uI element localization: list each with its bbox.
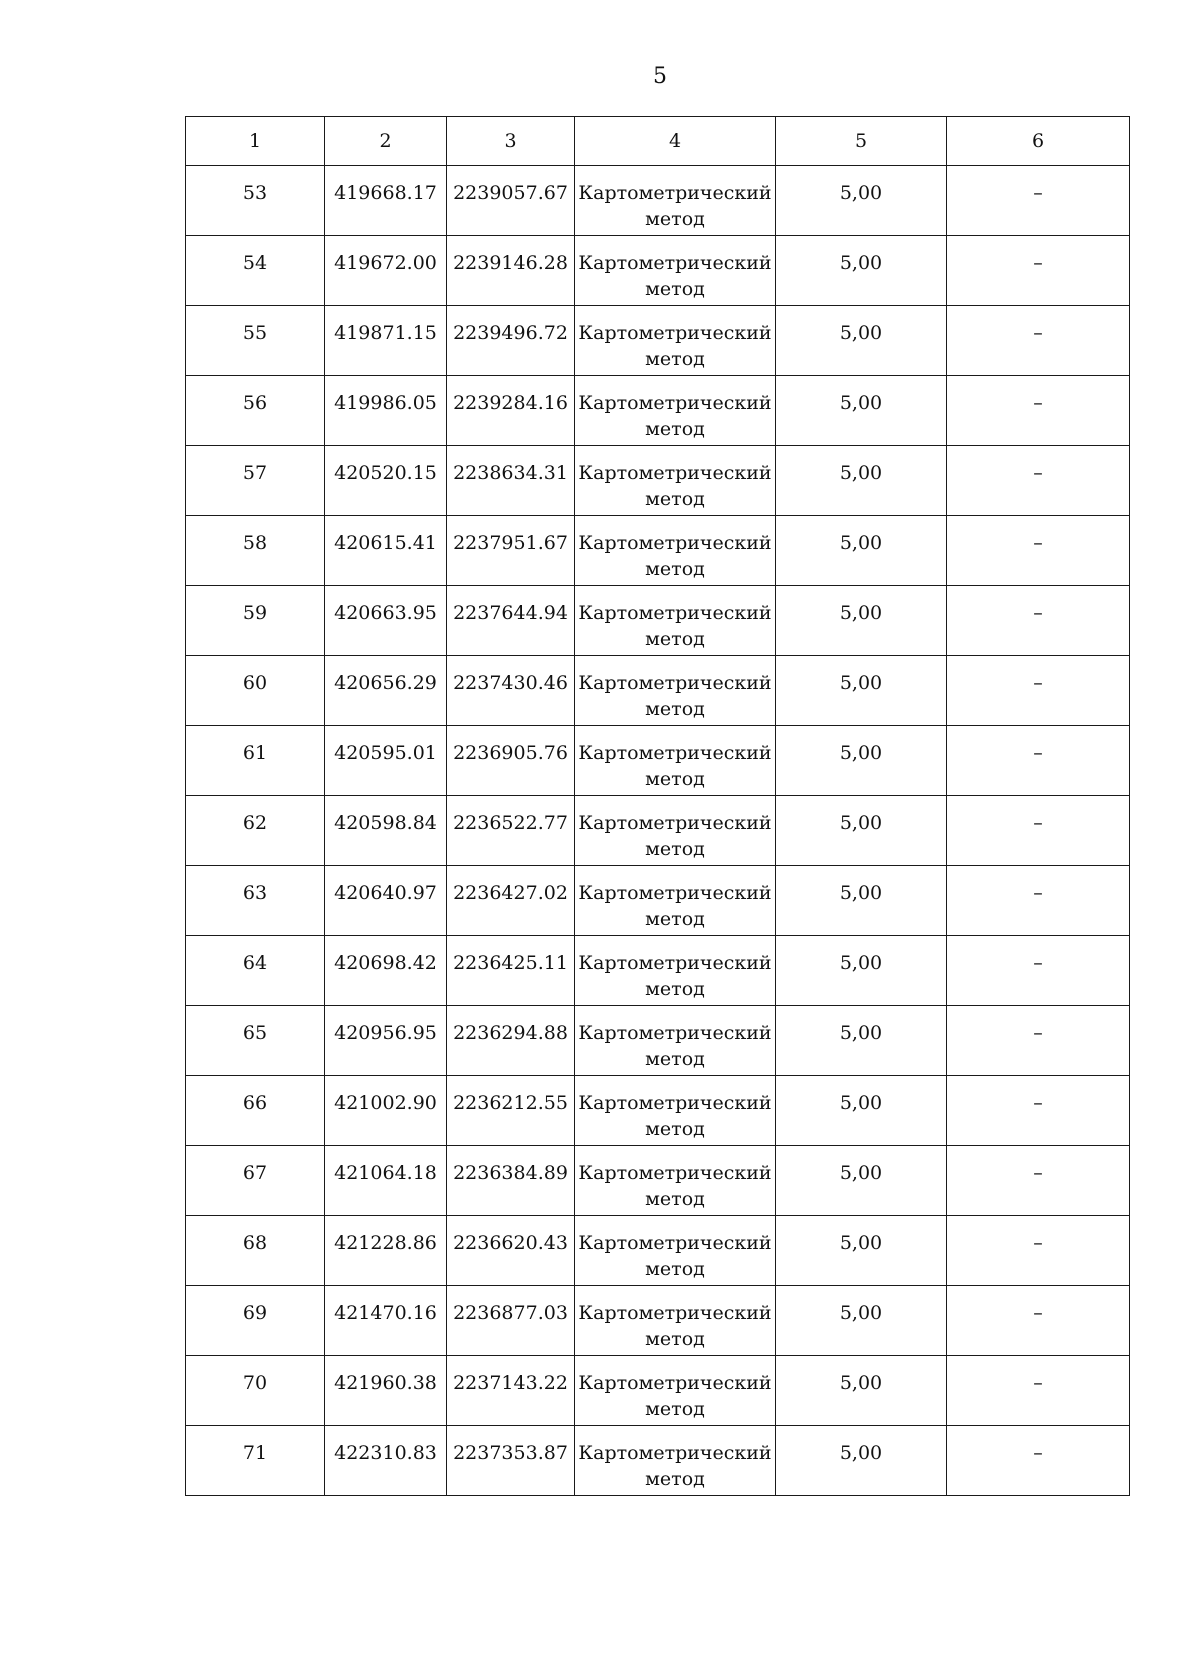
note-cell: – bbox=[947, 1006, 1130, 1076]
method-text: Картометрический bbox=[578, 882, 772, 904]
note-cell: – bbox=[947, 376, 1130, 446]
method-text: метод bbox=[645, 838, 705, 860]
y-coordinate-cell: 2237353.87 bbox=[447, 1426, 575, 1496]
y-coordinate-cell: 2236212.55 bbox=[447, 1076, 575, 1146]
column-header: 6 bbox=[947, 117, 1130, 166]
y-coordinate-cell: 2239284.16 bbox=[447, 376, 575, 446]
accuracy-cell: 5,00 bbox=[776, 166, 947, 236]
point-number-cell: 59 bbox=[186, 586, 325, 656]
method-cell bbox=[575, 1356, 776, 1426]
column-header: 3 bbox=[447, 117, 575, 166]
method-text: Картометрический bbox=[578, 952, 772, 974]
table-row bbox=[186, 236, 1130, 306]
accuracy-cell: 5,00 bbox=[776, 236, 947, 306]
table-row bbox=[186, 1426, 1130, 1496]
method-text: Картометрический bbox=[578, 392, 772, 414]
table-row bbox=[186, 1356, 1130, 1426]
y-coordinate-cell: 2238634.31 bbox=[447, 446, 575, 516]
method-text: метод bbox=[645, 488, 705, 510]
note-cell: – bbox=[947, 1216, 1130, 1286]
method-text: метод bbox=[645, 978, 705, 1000]
method-text: метод bbox=[645, 628, 705, 650]
y-coordinate-cell: 2236427.02 bbox=[447, 866, 575, 936]
table-row bbox=[186, 726, 1130, 796]
method-text: метод bbox=[645, 1398, 705, 1420]
method-cell bbox=[575, 236, 776, 306]
y-coordinate-cell: 2236905.76 bbox=[447, 726, 575, 796]
header-row bbox=[186, 117, 1130, 166]
point-number-cell: 60 bbox=[186, 656, 325, 726]
method-text: Картометрический bbox=[578, 1092, 772, 1114]
note-cell: – bbox=[947, 656, 1130, 726]
method-text: Картометрический bbox=[578, 1162, 772, 1184]
x-coordinate-cell: 420663.95 bbox=[325, 586, 447, 656]
accuracy-cell: 5,00 bbox=[776, 1286, 947, 1356]
accuracy-cell: 5,00 bbox=[776, 936, 947, 1006]
point-number-cell: 67 bbox=[186, 1146, 325, 1216]
method-text: метод bbox=[645, 1328, 705, 1350]
accuracy-cell: 5,00 bbox=[776, 1216, 947, 1286]
method-text: Картометрический bbox=[578, 1302, 772, 1324]
x-coordinate-cell: 421228.86 bbox=[325, 1216, 447, 1286]
column-header: 1 bbox=[186, 117, 325, 166]
note-cell: – bbox=[947, 516, 1130, 586]
table-row bbox=[186, 796, 1130, 866]
y-coordinate-cell: 2237644.94 bbox=[447, 586, 575, 656]
accuracy-cell: 5,00 bbox=[776, 516, 947, 586]
accuracy-cell: 5,00 bbox=[776, 1356, 947, 1426]
point-number-cell: 54 bbox=[186, 236, 325, 306]
table-row bbox=[186, 586, 1130, 656]
method-text: Картометрический bbox=[578, 1022, 772, 1044]
note-cell: – bbox=[947, 166, 1130, 236]
method-cell bbox=[575, 796, 776, 866]
method-text: метод bbox=[645, 1188, 705, 1210]
table-row bbox=[186, 376, 1130, 446]
method-text: метод bbox=[645, 1118, 705, 1140]
accuracy-cell: 5,00 bbox=[776, 586, 947, 656]
note-cell: – bbox=[947, 726, 1130, 796]
point-number-cell: 69 bbox=[186, 1286, 325, 1356]
method-text: Картометрический bbox=[578, 672, 772, 694]
accuracy-cell: 5,00 bbox=[776, 1426, 947, 1496]
method-cell bbox=[575, 376, 776, 446]
method-cell bbox=[575, 1146, 776, 1216]
point-number-cell: 53 bbox=[186, 166, 325, 236]
x-coordinate-cell: 420698.42 bbox=[325, 936, 447, 1006]
note-cell: – bbox=[947, 796, 1130, 866]
method-cell bbox=[575, 1286, 776, 1356]
column-header: 5 bbox=[776, 117, 947, 166]
note-cell: – bbox=[947, 306, 1130, 376]
y-coordinate-cell: 2236522.77 bbox=[447, 796, 575, 866]
accuracy-cell: 5,00 bbox=[776, 656, 947, 726]
x-coordinate-cell: 422310.83 bbox=[325, 1426, 447, 1496]
method-cell bbox=[575, 1216, 776, 1286]
x-coordinate-cell: 421064.18 bbox=[325, 1146, 447, 1216]
method-cell bbox=[575, 936, 776, 1006]
x-coordinate-cell: 420956.95 bbox=[325, 1006, 447, 1076]
y-coordinate-cell: 2236294.88 bbox=[447, 1006, 575, 1076]
y-coordinate-cell: 2237430.46 bbox=[447, 656, 575, 726]
accuracy-cell: 5,00 bbox=[776, 306, 947, 376]
x-coordinate-cell: 419986.05 bbox=[325, 376, 447, 446]
method-cell bbox=[575, 866, 776, 936]
method-text: Картометрический bbox=[578, 182, 772, 204]
table-row bbox=[186, 166, 1130, 236]
x-coordinate-cell: 420520.15 bbox=[325, 446, 447, 516]
x-coordinate-cell: 420656.29 bbox=[325, 656, 447, 726]
x-coordinate-cell: 420595.01 bbox=[325, 726, 447, 796]
note-cell: – bbox=[947, 1356, 1130, 1426]
method-text: метод bbox=[645, 1048, 705, 1070]
page-number: 5 bbox=[653, 64, 667, 89]
point-number-cell: 71 bbox=[186, 1426, 325, 1496]
method-text: Картометрический bbox=[578, 462, 772, 484]
point-number-cell: 62 bbox=[186, 796, 325, 866]
point-number-cell: 68 bbox=[186, 1216, 325, 1286]
table-row bbox=[186, 656, 1130, 726]
method-text: метод bbox=[645, 1258, 705, 1280]
note-cell: – bbox=[947, 586, 1130, 656]
x-coordinate-cell: 421470.16 bbox=[325, 1286, 447, 1356]
column-header: 4 bbox=[575, 117, 776, 166]
table-row bbox=[186, 1286, 1130, 1356]
point-number-cell: 61 bbox=[186, 726, 325, 796]
method-cell bbox=[575, 446, 776, 516]
accuracy-cell: 5,00 bbox=[776, 1076, 947, 1146]
point-number-cell: 65 bbox=[186, 1006, 325, 1076]
method-text: метод bbox=[645, 1468, 705, 1490]
method-text: метод bbox=[645, 278, 705, 300]
table-body bbox=[186, 166, 1130, 1496]
accuracy-cell: 5,00 bbox=[776, 1146, 947, 1216]
table-row bbox=[186, 446, 1130, 516]
table-row bbox=[186, 1076, 1130, 1146]
accuracy-cell: 5,00 bbox=[776, 796, 947, 866]
table-header bbox=[186, 117, 1130, 166]
method-cell bbox=[575, 516, 776, 586]
note-cell: – bbox=[947, 1426, 1130, 1496]
note-cell: – bbox=[947, 1146, 1130, 1216]
table-row bbox=[186, 306, 1130, 376]
table-row bbox=[186, 1006, 1130, 1076]
method-cell bbox=[575, 1076, 776, 1146]
method-cell bbox=[575, 166, 776, 236]
x-coordinate-cell: 419871.15 bbox=[325, 306, 447, 376]
y-coordinate-cell: 2236425.11 bbox=[447, 936, 575, 1006]
table-row bbox=[186, 1146, 1130, 1216]
point-number-cell: 55 bbox=[186, 306, 325, 376]
method-cell bbox=[575, 726, 776, 796]
method-text: Картометрический bbox=[578, 602, 772, 624]
table-row bbox=[186, 1216, 1130, 1286]
method-text: метод bbox=[645, 698, 705, 720]
x-coordinate-cell: 419672.00 bbox=[325, 236, 447, 306]
table-row bbox=[186, 516, 1130, 586]
method-text: метод bbox=[645, 208, 705, 230]
method-text: метод bbox=[645, 418, 705, 440]
method-text: метод bbox=[645, 908, 705, 930]
accuracy-cell: 5,00 bbox=[776, 866, 947, 936]
note-cell: – bbox=[947, 866, 1130, 936]
method-cell bbox=[575, 1006, 776, 1076]
column-header: 2 bbox=[325, 117, 447, 166]
accuracy-cell: 5,00 bbox=[776, 376, 947, 446]
accuracy-cell: 5,00 bbox=[776, 446, 947, 516]
point-number-cell: 70 bbox=[186, 1356, 325, 1426]
x-coordinate-cell: 419668.17 bbox=[325, 166, 447, 236]
note-cell: – bbox=[947, 446, 1130, 516]
note-cell: – bbox=[947, 1286, 1130, 1356]
point-number-cell: 56 bbox=[186, 376, 325, 446]
y-coordinate-cell: 2237143.22 bbox=[447, 1356, 575, 1426]
y-coordinate-cell: 2236620.43 bbox=[447, 1216, 575, 1286]
method-cell bbox=[575, 656, 776, 726]
table-row bbox=[186, 936, 1130, 1006]
accuracy-cell: 5,00 bbox=[776, 1006, 947, 1076]
table-row bbox=[186, 866, 1130, 936]
note-cell: – bbox=[947, 1076, 1130, 1146]
y-coordinate-cell: 2236384.89 bbox=[447, 1146, 575, 1216]
method-cell bbox=[575, 306, 776, 376]
x-coordinate-cell: 421002.90 bbox=[325, 1076, 447, 1146]
method-text: Картометрический bbox=[578, 252, 772, 274]
method-text: Картометрический bbox=[578, 1442, 772, 1464]
point-number-cell: 57 bbox=[186, 446, 325, 516]
note-cell: – bbox=[947, 236, 1130, 306]
note-cell: – bbox=[947, 936, 1130, 1006]
point-number-cell: 64 bbox=[186, 936, 325, 1006]
y-coordinate-cell: 2239496.72 bbox=[447, 306, 575, 376]
point-number-cell: 63 bbox=[186, 866, 325, 936]
point-number-cell: 66 bbox=[186, 1076, 325, 1146]
method-text: метод bbox=[645, 348, 705, 370]
y-coordinate-cell: 2236877.03 bbox=[447, 1286, 575, 1356]
method-cell bbox=[575, 586, 776, 656]
method-text: Картометрический bbox=[578, 812, 772, 834]
method-text: Картометрический bbox=[578, 1232, 772, 1254]
accuracy-cell: 5,00 bbox=[776, 726, 947, 796]
x-coordinate-cell: 420598.84 bbox=[325, 796, 447, 866]
y-coordinate-cell: 2237951.67 bbox=[447, 516, 575, 586]
method-text: Картометрический bbox=[578, 1372, 772, 1394]
method-text: Картометрический bbox=[578, 532, 772, 554]
coordinates-table bbox=[185, 116, 1130, 1496]
method-text: метод bbox=[645, 558, 705, 580]
method-text: метод bbox=[645, 768, 705, 790]
method-cell bbox=[575, 1426, 776, 1496]
y-coordinate-cell: 2239057.67 bbox=[447, 166, 575, 236]
y-coordinate-cell: 2239146.28 bbox=[447, 236, 575, 306]
x-coordinate-cell: 420615.41 bbox=[325, 516, 447, 586]
method-text: Картометрический bbox=[578, 742, 772, 764]
point-number-cell: 58 bbox=[186, 516, 325, 586]
x-coordinate-cell: 421960.38 bbox=[325, 1356, 447, 1426]
x-coordinate-cell: 420640.97 bbox=[325, 866, 447, 936]
method-text: Картометрический bbox=[578, 322, 772, 344]
